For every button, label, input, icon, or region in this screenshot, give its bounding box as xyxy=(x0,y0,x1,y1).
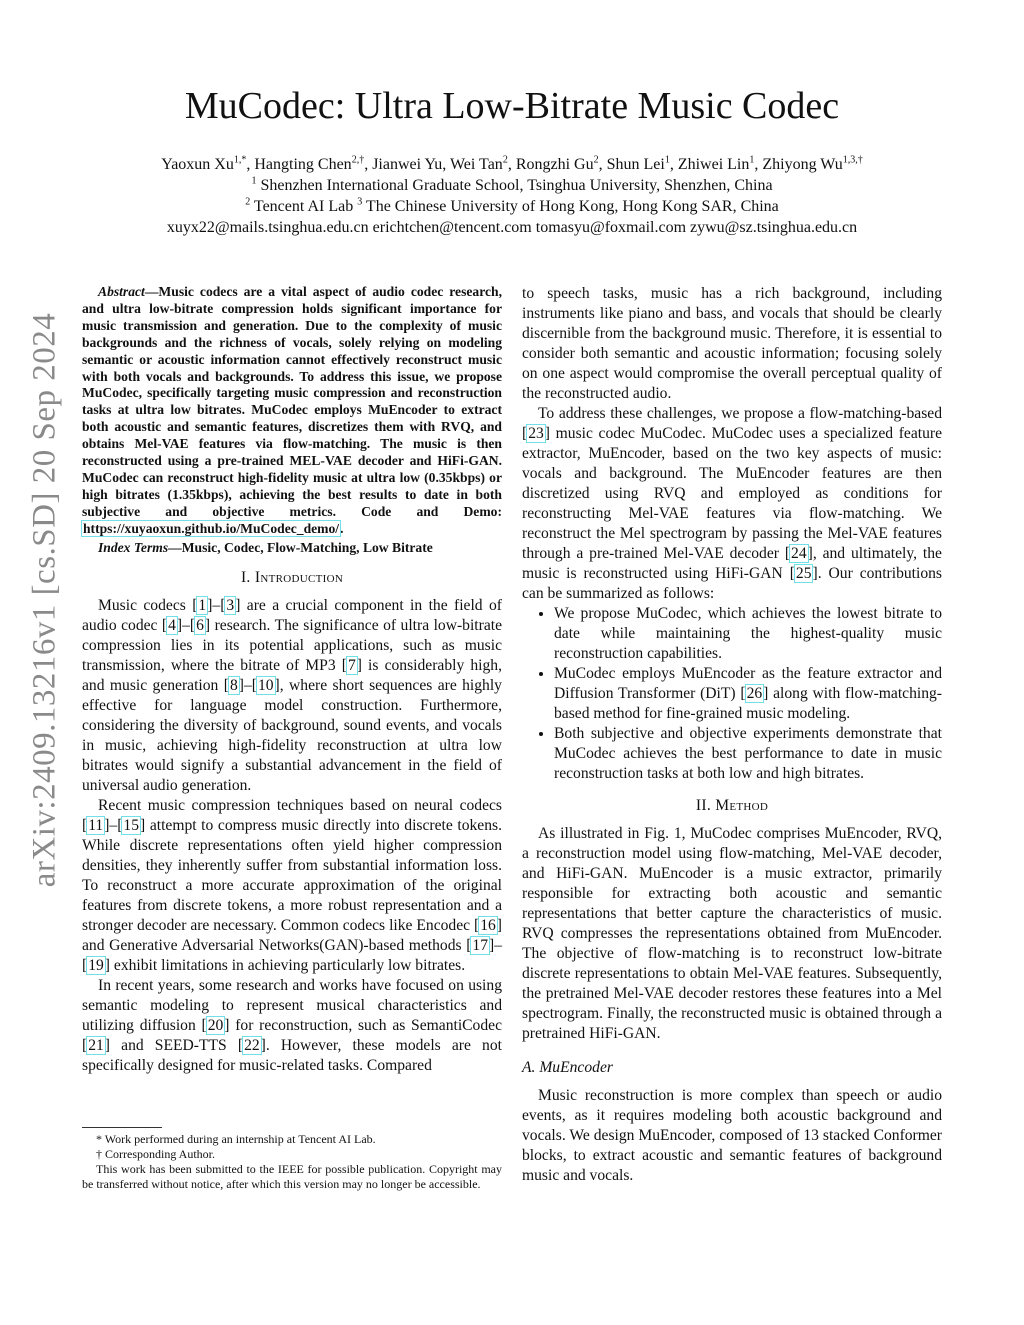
demo-link[interactable]: https://xuyaoxun.github.io/MuCodec_demo/ xyxy=(83,520,340,536)
affiliation-number: 1 xyxy=(251,175,257,187)
author-block xyxy=(0,154,1024,238)
author-name: Jianwei Yu xyxy=(372,156,443,173)
abstract-label: Abstract xyxy=(98,284,145,299)
affiliation-line-1 xyxy=(0,175,1024,196)
method-paragraph-2: Music reconstruction is more complex than speech or audio events, as it requires modeling both acoustic background and vocals. We design MuEncoder, composed of 13 stacked Conformer blocks, to extract acoustic and semantic features of background music and vocals. xyxy=(522,1087,942,1184)
intro-paragraph-5: To address these challenges, we propose a flow-matching-based [23] music codec MuCodec. MuCodec uses a specialized feature extractor, MuEncoder, based on the two key aspects of music: vocals and background. The MuEncoder features are then discretized using RVQ and employed as conditions for reconstructing Mel-VAE features via flow-matching. We reconstruct the Mel spectrogram by passing the Mel-VAE features through a pre-trained Mel-VAE decoder [24], and ultimately, the music is reconstructed using HiFi-GAN [25]. Our contributions can be summarized as follows: xyxy=(522,405,942,602)
author-affiliation-mark: 1 xyxy=(664,154,670,166)
citation-link[interactable]: 10 xyxy=(257,676,274,694)
citation-link[interactable]: 24 xyxy=(791,545,807,562)
abstract-end: . xyxy=(340,520,344,536)
list-item: • We propose MuCodec, which achieves the lowest bitrate to date while maintaining the highest-quality music reconstruction capabilities. xyxy=(554,604,942,664)
abstract xyxy=(82,284,502,538)
footnotes xyxy=(82,1127,502,1192)
affiliation: Tencent AI Lab xyxy=(253,198,354,215)
footnote-ieee: This work has been submitted to the IEEE for possible publication. Copyright may be transferred without notice, after which this version may no longer be accessible. xyxy=(82,1162,502,1191)
citation-link[interactable]: 22 xyxy=(244,1036,260,1054)
method-paragraph-1: As illustrated in Fig. 1, MuCodec comprises MuEncoder, RVQ, a reconstruction model using flow-matching, Mel-VAE decoder, and HiFi-GAN. MuEncoder is a music extractor, primarily responsible for extracting both acoustic and semantic representations that better capture the characteristics of music. RVQ compresses the representations obtained from MuEncoder. The objective of flow-matching is to reconstruct low-bitrate discrete representations to obtain Mel-VAE features. Subsequently, the pretrained Mel-VAE decoder restores these features into a Mel spectrogram. Finally, the reconstructed music is obtained through a pretrained HiFi-GAN. xyxy=(522,825,942,1042)
paper-title: MuCodec: Ultra Low-Bitrate Music Codec xyxy=(184,85,840,127)
right-column xyxy=(522,284,942,1186)
affiliation: Shenzhen International Graduate School, Tsinghua University, Shenzhen, China xyxy=(260,177,773,194)
list-item: • Both subjective and objective experiments demonstrate that MuCodec achieves the best performance to date in music reconstruction tasks at both low and high bitrates. xyxy=(554,724,942,784)
author-name: Zhiwei Lin xyxy=(677,156,750,173)
index-terms xyxy=(82,539,502,556)
intro-paragraph-1: Music codecs [1]–[3] are a crucial component in the field of audio codec [4]–[6] research. The significance of ultra low-bitrate compression lies in its potential applications, such as music transmission, where the bitrate of MP3 [7] is considerably high, and music generation [8]–[10], where short sequences are highly effective for language model construction. Furthermore, considering the diversity of background, sound events, and vocals in music, achieving high-fidelity reconstruction at ultra low bitrates would signify a substantial advancement in the field of universal audio generation. xyxy=(82,596,502,794)
affiliation-line-2 xyxy=(0,196,1024,217)
footnote-corresponding: † Corresponding Author. xyxy=(96,1147,215,1161)
citation-link[interactable]: 6 xyxy=(196,616,204,634)
citation-link[interactable]: 4 xyxy=(168,616,176,634)
affiliation-number: 2 xyxy=(245,196,251,208)
citation-link[interactable]: 1 xyxy=(198,596,207,614)
author-name: Zhiyong Wu xyxy=(762,156,843,173)
index-terms-text: —Music, Codec, Flow-Matching, Low Bitrate xyxy=(168,539,433,555)
citation-link[interactable]: 26 xyxy=(746,685,763,702)
footnote-rule xyxy=(82,1127,162,1128)
citation-link[interactable]: 17 xyxy=(472,936,488,954)
citation-link[interactable]: 23 xyxy=(528,425,544,442)
affiliation-number: 3 xyxy=(357,196,363,208)
author-name: Hangting Chen xyxy=(254,156,352,173)
intro-paragraph-3: In recent years, some research and works have focused on using semantic modeling to represent musical characteristics and utilizing diffusion [20] for reconstruction, such as SemantiCodec [21] and SEED-TTS [22]. However, these models are not specifically designed for music-related tasks. Compared xyxy=(82,976,502,1074)
author-affiliation-mark: 1 xyxy=(749,154,755,166)
intro-paragraph-2: Recent music compression techniques based on neural codecs [11]–[15] attempt to compress music directly into discrete tokens. While discrete representations often yield higher compression densities, they inherently suffer from substantial information loss. To reconstruct a more accurate approximation of the original features from discrete tokens, a more robust representation and a stronger decoder are necessary. Common codecs like Encodec [16] and Generative Adversarial Networks(GAN)-based methods [17]–[19] exhibit limitations in achieving particularly low bitrates. xyxy=(82,796,502,974)
affiliation: The Chinese University of Hong Kong, Hong Kong SAR, China xyxy=(365,198,779,215)
left-column xyxy=(82,284,502,1076)
index-terms-label: Index Terms xyxy=(98,539,169,555)
author-name: Rongzhi Gu xyxy=(515,156,594,173)
abstract-text: —Music codecs are a vital aspect of audio codec research, and ultra low-bitrate compression holds significant importance for music transmission and generation. Due to the complexity of music backgrounds and the richness of vocals, solely relying on modeling semantic or acoustic information cannot effectively reconstruct music with both vocals and backgrounds. To address this issue, we propose MuCodec, specifically targeting music compression and reconstruction tasks at ultra low bitrates. MuCodec employs MuEncoder to extract both acoustic and semantic features, discretizes them with RVQ, and obtains Mel-VAE features via flow-matching. The music is then reconstructed using a pre-trained MEL-VAE decoder and HiFi-GAN. MuCodec can reconstruct high-fidelity music at ultra low (0.35kbps) or high bitrates (1.35kbps), achieving the best results to date in both subjective and objective metrics. Code and Demo: xyxy=(82,284,502,519)
citation-link[interactable]: 19 xyxy=(88,956,104,974)
author-emails: xuyx22@mails.tsinghua.edu.cn erichtchen@tencent.com tomasyu@foxmail.com zywu@sz.tsinghua.edu.cn xyxy=(166,219,858,236)
author-name: Yaoxun Xu xyxy=(161,156,234,173)
author-affiliation-mark: 2 xyxy=(593,154,599,166)
citation-link[interactable]: 20 xyxy=(207,1016,224,1034)
author-list: Yaoxun $Xu^{1,*}$, Hangting Chen$^{2,\dagger}$, Jianwei Yu, Wei Tan$^2$, Rongzhi Gu$^2$, Shun Lei$^1$, Zhiwei Lin$^1$, Zhiyong $Wu^{1,3,\dagger}$ xyxy=(161,154,863,173)
author-affiliation-mark: 2 xyxy=(502,154,508,166)
intro-paragraph-4: to speech tasks, music has a rich background, including instruments like piano and bass, and vocals that should be clearly discernible from the background music. Therefore, it is essential to consider both semantic and acoustic information; focusing solely on one aspect would compromise the overall perceptual quality of the reconstructed audio. xyxy=(522,285,942,402)
list-item: • MuCodec employs MuEncoder as the feature extractor and Diffusion Transformer (DiT) [26] along with flow-matching-based method for fine-grained music modeling. xyxy=(554,664,942,724)
citation-link[interactable]: 15 xyxy=(123,816,140,834)
citation-link[interactable]: 21 xyxy=(88,1036,104,1054)
citation-link[interactable]: 8 xyxy=(229,676,238,694)
citation-link[interactable]: 16 xyxy=(480,916,496,934)
citation-link[interactable]: 7 xyxy=(347,656,356,674)
subsection-heading-muencoder: A. MuEncoder xyxy=(522,1059,613,1076)
section-heading-method: II. Method xyxy=(695,797,769,814)
arxiv-identifier: arXiv:2409.13216v1 [cs.SD] 20 Sep 2024 xyxy=(26,312,63,888)
author-affiliation-mark: 2,† xyxy=(351,154,365,166)
citation-link[interactable]: 11 xyxy=(88,816,104,834)
author-affiliation-mark: 1,3,† xyxy=(842,154,863,166)
author-name: Wei Tan xyxy=(449,156,503,173)
contribution-list xyxy=(522,604,942,784)
author-affiliation-mark: 1,* xyxy=(233,154,247,166)
citation-link[interactable]: 3 xyxy=(226,596,235,614)
section-heading-introduction: I. Introduction xyxy=(240,568,344,586)
author-name: Shun Lei xyxy=(606,156,665,173)
footnote-internship: * Work performed during an internship at Tencent AI Lab. xyxy=(96,1132,376,1146)
citation-link[interactable]: 25 xyxy=(795,565,812,582)
